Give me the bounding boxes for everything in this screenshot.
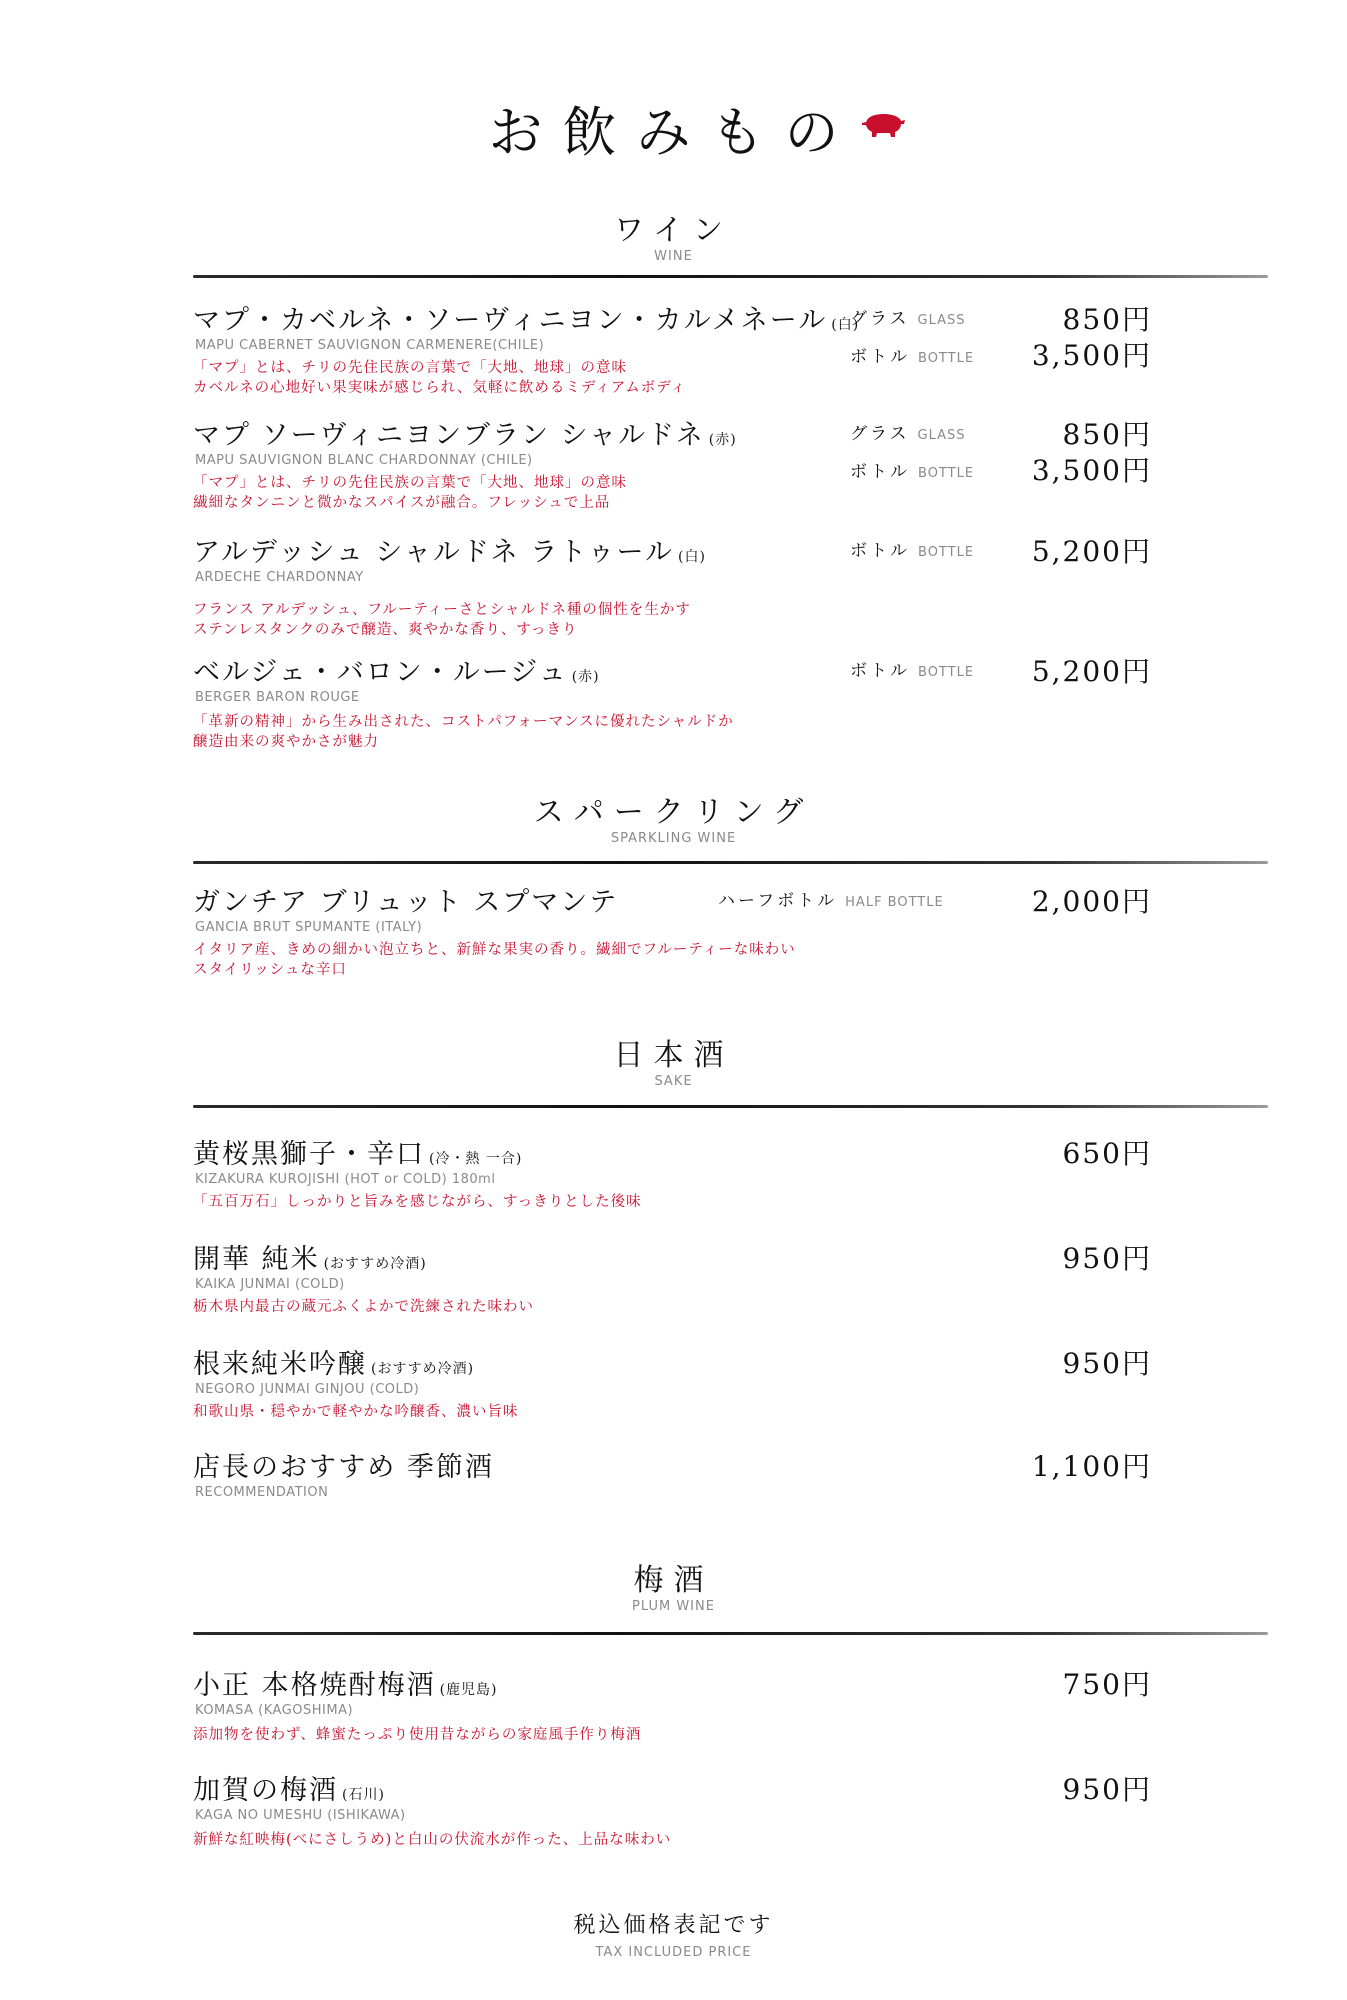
page-title: お飲みもの: [488, 101, 859, 164]
item-description: 新鮮な紅映梅(べにさしうめ)と白山の伏流水が作った、上品な味わい: [193, 1832, 672, 1848]
size-label: ハーフボトル HALF BOTTLE: [718, 891, 944, 911]
section-title: 日本酒: [613, 1038, 734, 1073]
item-description: イタリア産、きめの細かい泡立ちと、新鮮な果実の香り。繊細でフルーティーな味わい スタイリッシュな辛口: [193, 942, 796, 978]
section-subtitle: SPARKLING WINE: [610, 831, 737, 846]
price: 1,100円: [1031, 1450, 1152, 1483]
item-name: マプ ソーヴィニヨンブラン シャルドネ (赤): [193, 420, 737, 451]
item-name: ベルジェ・バロン・ルージュ (赤): [193, 657, 600, 688]
section-divider: [193, 1105, 1268, 1108]
size-label: ボトル BOTTLE: [850, 462, 975, 482]
section-subtitle: PLUM WINE: [632, 1599, 715, 1614]
item-english-name: KOMASA (KAGOSHIMA): [195, 1703, 354, 1718]
tax-note-english: TAX INCLUDED PRICE: [595, 1945, 752, 1960]
price: 850円: [1062, 418, 1152, 451]
pig-icon: [860, 112, 906, 138]
price: 3,500円: [1031, 339, 1152, 372]
size-label: ボトル BOTTLE: [850, 661, 975, 681]
item-name: 黄桜黒獅子・辛口 (冷・熱 一合): [193, 1139, 523, 1170]
price: 950円: [1062, 1347, 1152, 1380]
price: 950円: [1062, 1773, 1152, 1806]
tax-note: 税込価格表記です: [573, 1913, 774, 1938]
section-subtitle: SAKE: [654, 1074, 693, 1089]
size-label: グラス GLASS: [850, 309, 966, 329]
item-english-name: NEGORO JUNMAI GINJOU (COLD): [195, 1382, 420, 1397]
item-name: 加賀の梅酒 (石川): [193, 1775, 385, 1806]
item-english-name: ARDECHE CHARDONNAY: [195, 570, 364, 585]
item-english-name: KAIKA JUNMAI (COLD): [195, 1277, 345, 1292]
item-english-name: KIZAKURA KUROJISHI (HOT or COLD) 180ml: [195, 1172, 496, 1187]
price: 650円: [1062, 1137, 1152, 1170]
item-name: 開華 純米 (おすすめ冷酒): [193, 1244, 427, 1275]
item-name: アルデッシュ シャルドネ ラトゥール (白): [193, 537, 706, 568]
size-label: グラス GLASS: [850, 424, 966, 444]
price: 750円: [1062, 1668, 1152, 1701]
price: 2,000円: [1031, 885, 1152, 918]
item-name: マプ・カベルネ・ソーヴィニヨン・カルメネール (白): [193, 305, 860, 336]
price: 850円: [1062, 303, 1152, 336]
item-description: 「五百万石」しっかりと旨みを感じながら、すっきりとした後味: [193, 1194, 642, 1210]
section-title: スパークリング: [533, 795, 814, 830]
section-subtitle: WINE: [654, 249, 693, 264]
item-name: 店長のおすすめ 季節酒: [193, 1452, 494, 1483]
item-description: 和歌山県・穏やかで軽やかな吟醸香、濃い旨味: [193, 1404, 519, 1420]
item-description: 添加物を使わず、蜂蜜たっぷり使用昔ながらの家庭風手作り梅酒: [193, 1727, 642, 1743]
item-english-name: MAPU CABERNET SAUVIGNON CARMENERE(CHILE): [195, 338, 545, 353]
item-description: 栃木県内最古の蔵元ふくよかで洗練された味わい: [193, 1299, 534, 1315]
item-name: 根来純米吟醸 (おすすめ冷酒): [193, 1349, 475, 1380]
section-divider: [193, 275, 1268, 278]
item-description: 「革新の精神」から生み出された、コストパフォーマンスに優れたシャルドか 醸造由来の爽やかさが魅力: [193, 714, 734, 750]
section-divider: [193, 1632, 1268, 1635]
item-description: 「マプ」とは、チリの先住民族の言葉で「大地、地球」の意味 カベルネの心地好い果実味が感じられ、気軽に飲めるミディアムボディ: [193, 360, 687, 396]
item-english-name: BERGER BARON ROUGE: [195, 690, 360, 705]
section-divider: [193, 861, 1268, 864]
price: 950円: [1062, 1242, 1152, 1275]
item-english-name: KAGA NO UMESHU (ISHIKAWA): [195, 1808, 406, 1823]
size-label: ボトル BOTTLE: [850, 347, 975, 367]
price: 5,200円: [1031, 535, 1152, 568]
size-label: ボトル BOTTLE: [850, 541, 975, 561]
item-name: 小正 本格焼酎梅酒 (鹿児島): [193, 1670, 498, 1701]
section-title: ワイン: [613, 213, 734, 248]
item-description: フランス アルデッシュ、フルーティーさとシャルドネ種の個性を生かす ステンレスタンクのみで醸造、爽やかな香り、すっきり: [193, 602, 691, 638]
item-english-name: GANCIA BRUT SPUMANTE (ITALY): [195, 920, 423, 935]
price: 3,500円: [1031, 454, 1152, 487]
item-english-name: RECOMMENDATION: [195, 1485, 329, 1500]
section-title: 梅酒: [633, 1563, 714, 1598]
item-name: ガンチア ブリュット スプマンテ: [193, 887, 619, 918]
item-english-name: MAPU SAUVIGNON BLANC CHARDONNAY (CHILE): [195, 453, 533, 468]
item-description: 「マプ」とは、チリの先住民族の言葉で「大地、地球」の意味 繊細なタンニンと微かなスパイスが融合。フレッシュで上品: [193, 475, 627, 511]
price: 5,200円: [1031, 655, 1152, 688]
